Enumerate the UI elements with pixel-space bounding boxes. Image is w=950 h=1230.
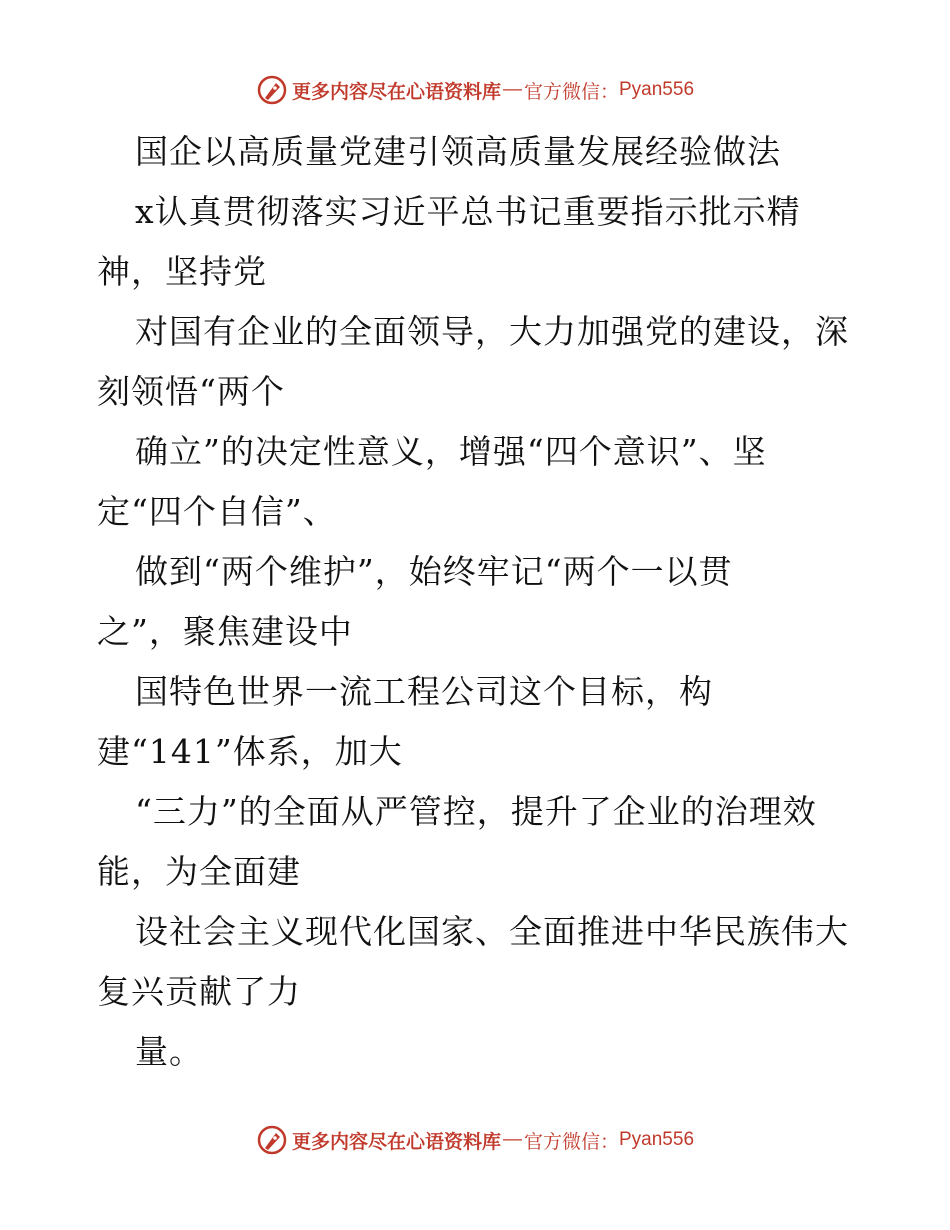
watermark-site: 更多内容尽在心语资料库 [291, 80, 501, 103]
watermark-dash: — [502, 1129, 522, 1150]
document-title: 国企以高质量党建引领高质量发展经验做法 [135, 132, 781, 171]
text-line: 定“四个自信”、 [97, 492, 337, 531]
footer-watermark [0, 1120, 950, 1160]
watermark-dash: — [502, 79, 522, 100]
watermark-wechat-label: 官方微信： [523, 80, 619, 103]
text-line: 做到“两个维护”，始终牢记“两个一以贯 [135, 552, 733, 591]
text-line: 设社会主义现代化国家、全面推进中华民族伟大 [135, 912, 849, 951]
pen-nib-logo-icon [256, 1124, 288, 1156]
text-line: 量。 [135, 1032, 203, 1071]
text-line: 确立”的决定性意义，增强“四个意识”、坚 [135, 432, 767, 471]
text-line: 神，坚持党 [97, 252, 267, 291]
text-line: 对国有企业的全面领导，大力加强党的建设，深 [135, 312, 849, 351]
watermark-site: 更多内容尽在心语资料库 [291, 1130, 501, 1153]
document-body [97, 122, 867, 1082]
text-line: 刻领悟“两个 [97, 372, 285, 411]
watermark-wechat-label: 官方微信： [523, 1130, 619, 1153]
text-line: 复兴贡献了力 [97, 972, 301, 1011]
text-line: 国特色世界一流工程公司这个目标，构 [135, 672, 713, 711]
text-line: 之”，聚焦建设中 [97, 612, 353, 651]
text-line: 能，为全面建 [97, 852, 301, 891]
header-watermark [0, 70, 950, 110]
text-line: 建“141”体系，加大 [97, 732, 403, 771]
text-line: “三力”的全面从严管控，提升了企业的治理效 [135, 792, 817, 831]
text-line: x认真贯彻落实习近平总书记重要指示批示精 [135, 192, 801, 231]
watermark-wechat-id: Pyan556 [619, 79, 695, 100]
pen-nib-logo-icon [256, 74, 288, 106]
watermark-wechat-id: Pyan556 [619, 1129, 695, 1150]
